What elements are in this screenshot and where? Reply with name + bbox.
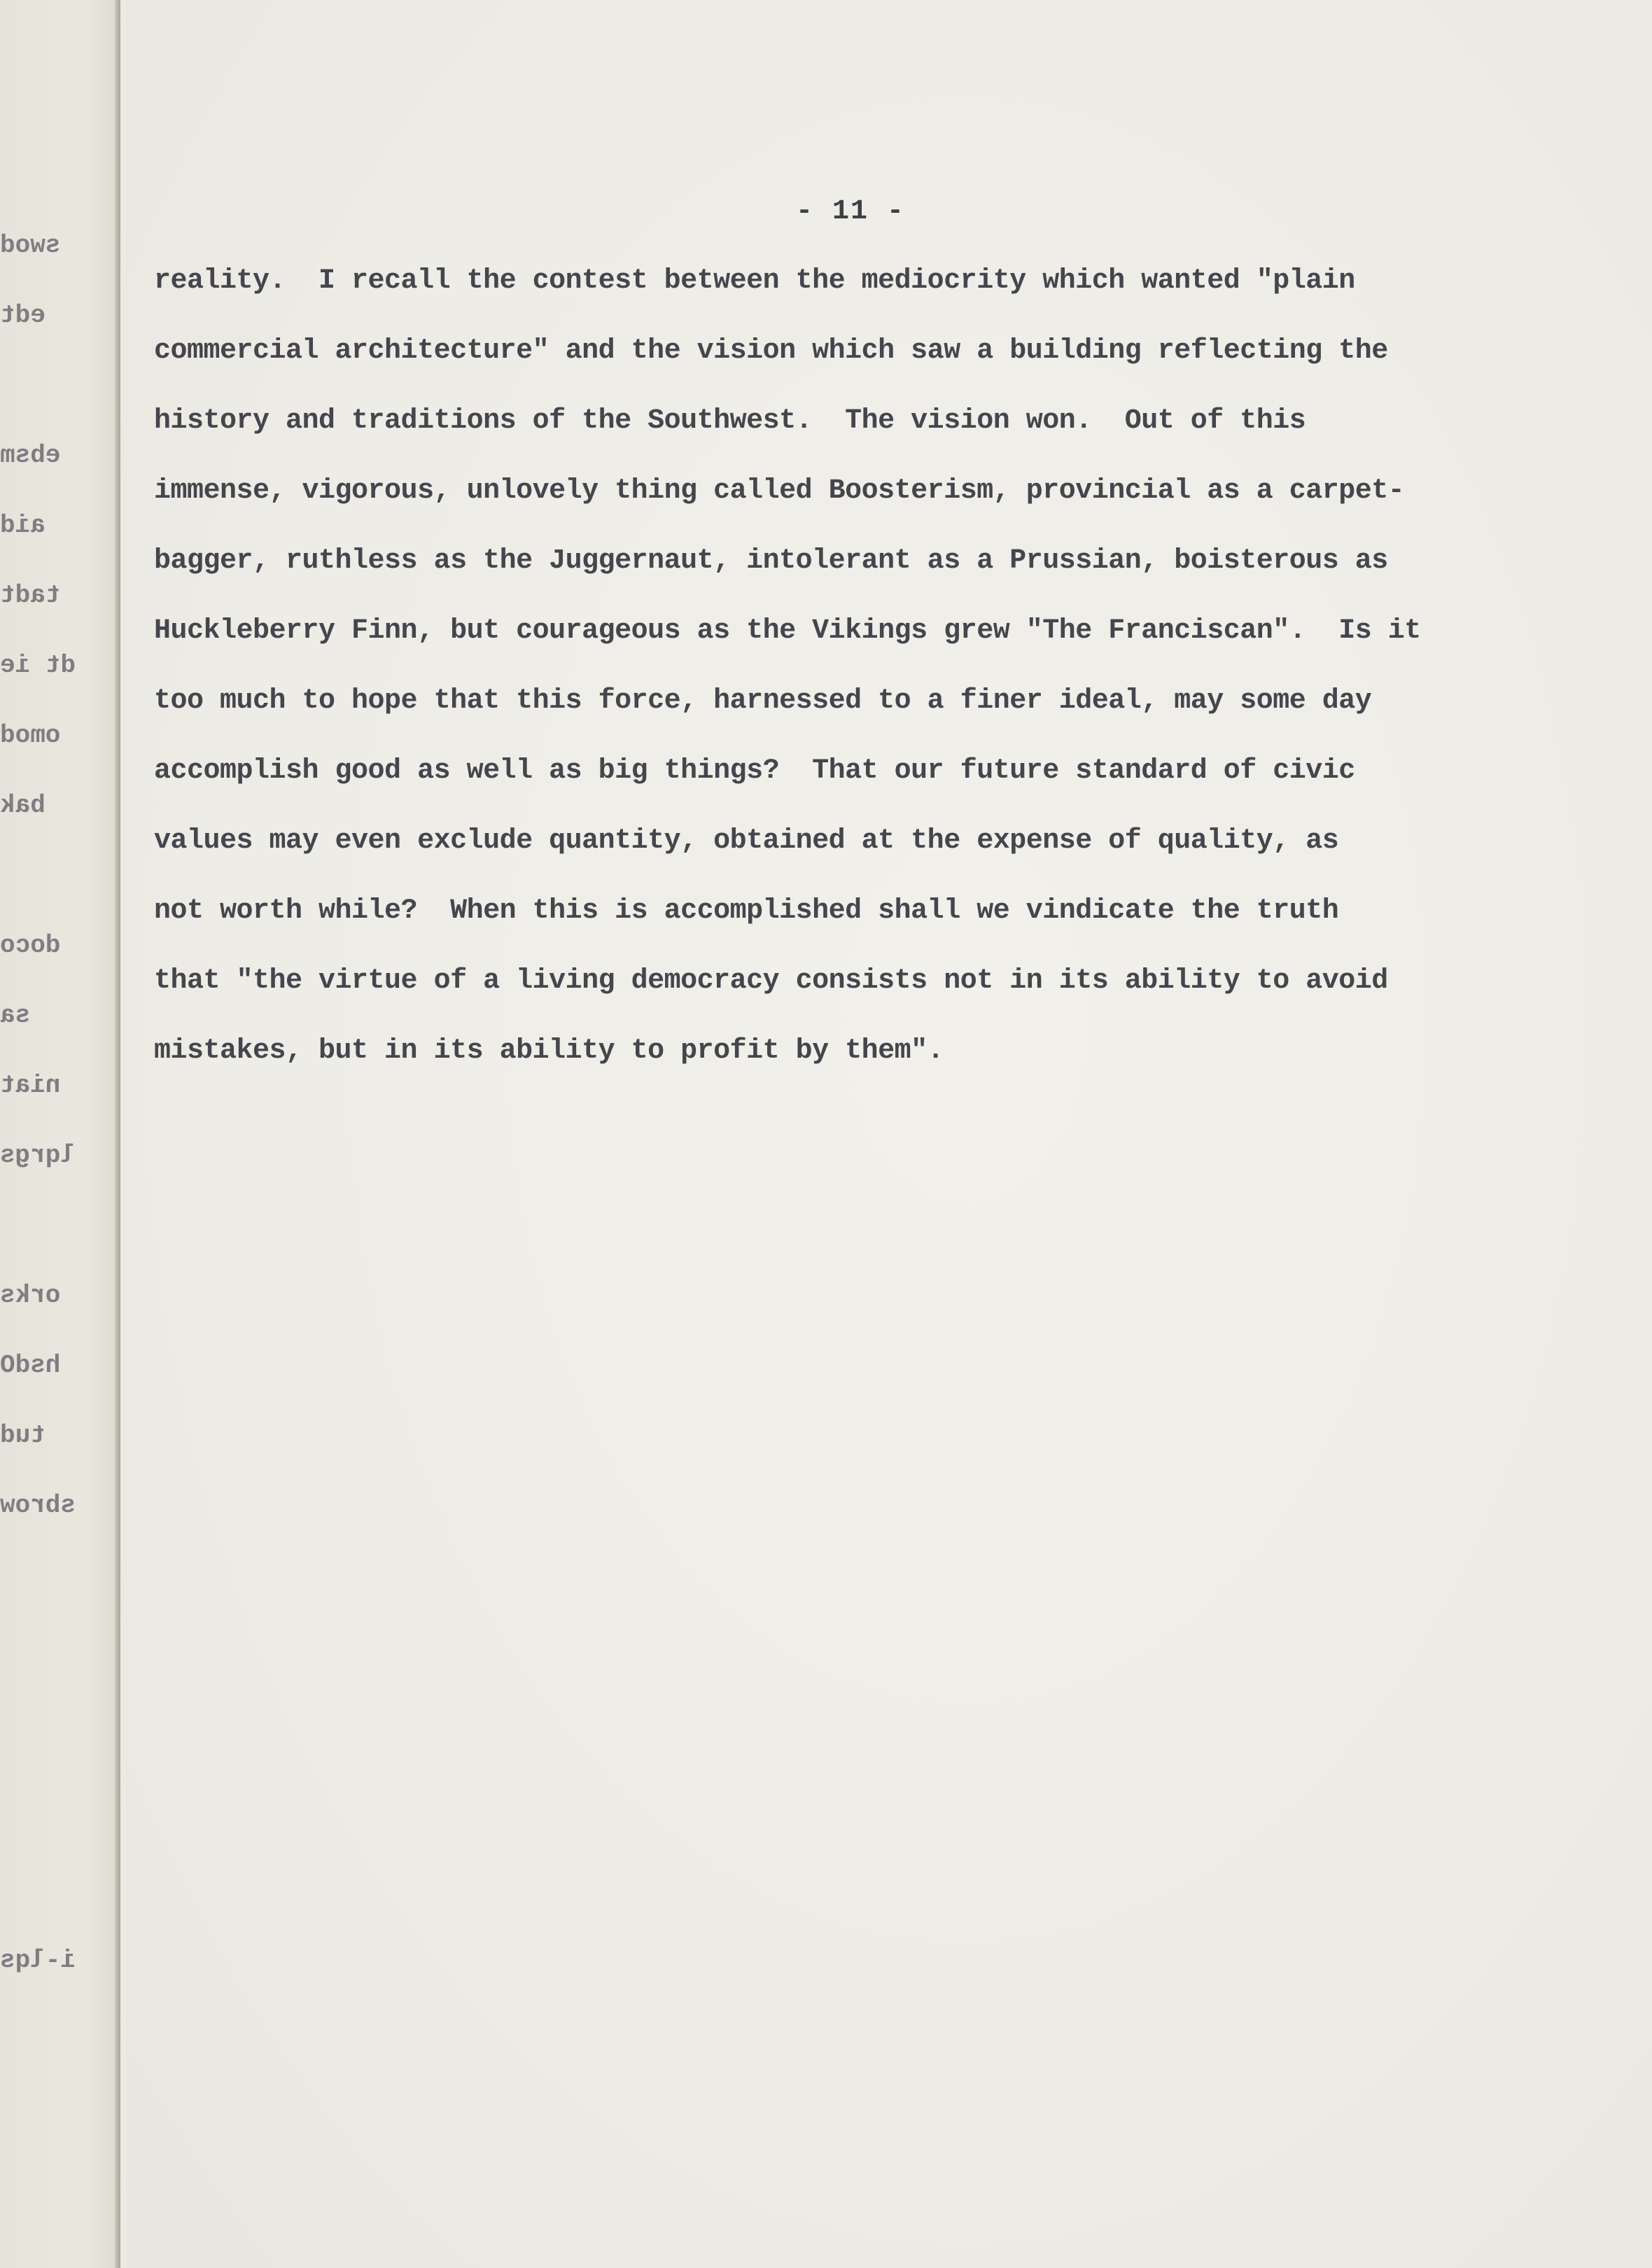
text-line: immense, vigorous, unlovely thing called Boosterism, provincial as a carpet- [154, 475, 1405, 507]
bleed-text: tadt [0, 581, 61, 610]
bleed-text: i-lqs [0, 1946, 76, 1975]
text-line: accomplish good as well as big things? That our future standard of civic [154, 755, 1355, 787]
text-line: Huckleberry Finn, but courageous as the Vikings grew "The Franciscan". Is it [154, 615, 1421, 647]
bleed-text: lqrgs [0, 1141, 76, 1170]
text-line: that "the virtue of a living democracy consists not in its ability to avoid [154, 965, 1388, 997]
previous-page-edge [0, 0, 120, 2268]
page-number: - 11 - [795, 196, 906, 227]
bleed-text: orks [0, 1281, 61, 1310]
bleed-text: edt [0, 301, 46, 330]
text-line: not worth while? When this is accomplished shall we vindicate the truth [154, 895, 1339, 927]
text-line: too much to hope that this force, harnessed to a finer ideal, may some day [154, 685, 1372, 717]
bleed-text: hsdO [0, 1351, 61, 1380]
page-gutter-shadow [115, 0, 120, 2268]
text-line: values may even exclude quantity, obtained at the expense of quality, as [154, 825, 1339, 857]
text-line: commercial architecture" and the vision which saw a building reflecting the [154, 335, 1388, 367]
text-line: history and traditions of the Southwest. The vision won. Out of this [154, 405, 1306, 437]
text-line: mistakes, but in its ability to profit by them". [154, 1035, 944, 1067]
bleed-text: niat [0, 1071, 61, 1100]
bleed-text: omod [0, 721, 61, 750]
typewritten-page [126, 0, 1652, 2268]
text-line: reality. I recall the contest between the mediocrity which wanted "plain [154, 265, 1355, 297]
page-body [154, 260, 1638, 1100]
bleed-text: bak [0, 791, 46, 820]
bleed-text: ebsm [0, 441, 61, 470]
bleed-text: tud [0, 1421, 46, 1450]
bleed-text: sa [0, 1001, 31, 1030]
bleed-text: dt ie [0, 651, 76, 680]
bleed-text: sbrow [0, 1491, 76, 1520]
text-line: bagger, ruthless as the Juggernaut, intolerant as a Prussian, boisterous as [154, 545, 1388, 577]
bleed-text: aid [0, 511, 46, 540]
bleed-text: swod [0, 231, 61, 260]
bleed-text: doco [0, 931, 61, 960]
